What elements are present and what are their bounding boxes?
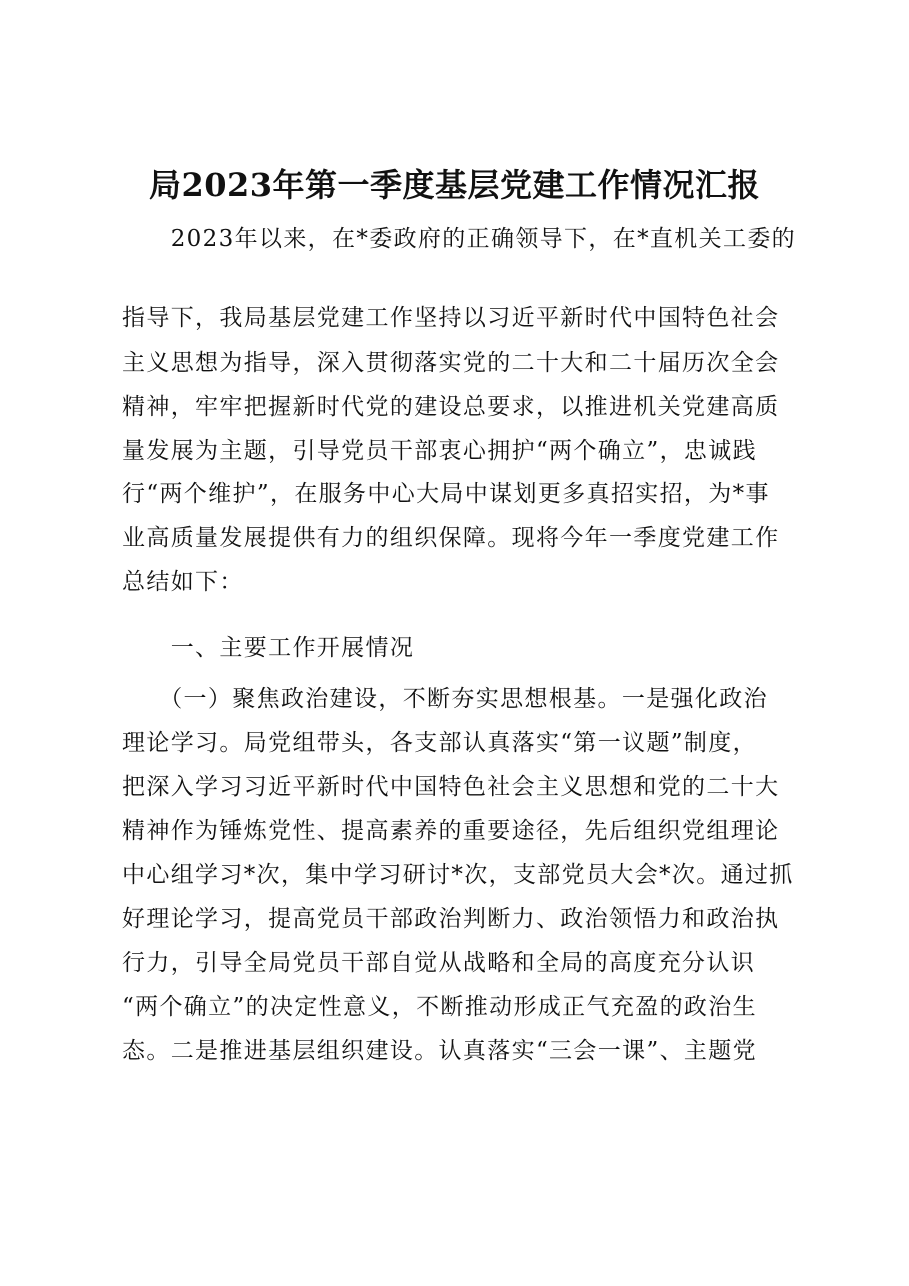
body-line: 主义思想为指导，深入贯彻落实党的二十大和二十届历次全会 (122, 350, 780, 376)
body-line: 中心组学习*次，集中学习研讨*次，支部党员大会*次。通过抓 (122, 862, 794, 888)
body-line: 好理论学习，提高党员干部政治判断力、政治领悟力和政治执 (122, 906, 780, 932)
body-line: 精神作为锤炼党性、提高素养的重要途径，先后组织党组理论 (122, 818, 780, 844)
document-title: 局2023年第一季度基层党建工作情况汇报 (148, 166, 761, 204)
body-line: 态。二是推进基层组织建设。认真落实“三会一课”、主题党 (122, 1038, 757, 1064)
body-line: 精神，牢牢把握新时代党的建设总要求，以推进机关党建高质 (122, 394, 780, 420)
body-line: 2023年以来，在*委政府的正确领导下，在*直机关工委的 (122, 226, 797, 252)
body-line: 业高质量发展提供有力的组织保障。现将今年一季度党建工作 (122, 525, 780, 551)
body-line: 指导下，我局基层党建工作坚持以习近平新时代中国特色社会 (122, 305, 780, 331)
section-heading: 一、主要工作开展情况 (122, 635, 415, 661)
body-line: 行力，引导全局党员干部自觉从战略和全局的高度充分认识 (122, 950, 756, 976)
body-line: “两个确立”的决定性意义，不断推动形成正气充盈的政治生 (122, 994, 757, 1020)
body-line: 理论学习。局党组带头，各支部认真落实“第一议题”制度， (122, 730, 757, 756)
body-line: 量发展为主题，引导党员干部衷心拥护“两个确立”，忠诚践 (122, 438, 757, 464)
body-line: 把深入学习习近平新时代中国特色社会主义思想和党的二十大 (122, 774, 780, 800)
body-line: （一）聚焦政治建设，不断夯实思想根基。一是强化政治 (122, 686, 768, 712)
body-line: 总结如下： (122, 569, 244, 595)
body-line: 行“两个维护”，在服务中心大局中谋划更多真招实招，为*事 (122, 481, 770, 507)
